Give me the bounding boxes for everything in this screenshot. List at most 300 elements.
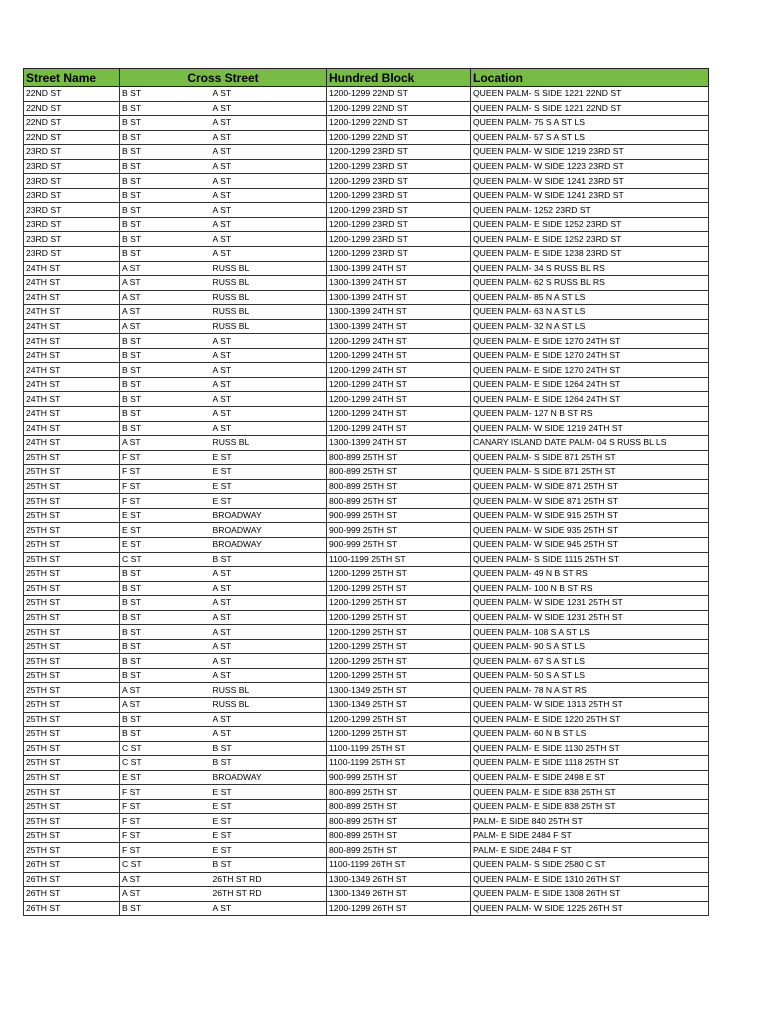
cross-street-to-cell[interactable]: E ST (211, 828, 327, 843)
cross-street-from-cell[interactable]: B ST (120, 392, 211, 407)
location-cell[interactable]: QUEEN PALM- 127 N B ST RS (471, 407, 709, 422)
cross-street-from-cell[interactable]: B ST (120, 727, 211, 742)
cross-street-to-cell[interactable]: A ST (211, 421, 327, 436)
hundred-block-cell[interactable]: 1200-1299 24TH ST (327, 363, 471, 378)
location-cell[interactable]: QUEEN PALM- 57 S A ST LS (471, 130, 709, 145)
cross-street-from-cell[interactable]: F ST (120, 828, 211, 843)
street-name-cell[interactable]: 25TH ST (24, 508, 120, 523)
table-row (24, 290, 709, 305)
cross-street-to-cell[interactable]: A ST (211, 625, 327, 640)
hundred-block-cell[interactable]: 1200-1299 24TH ST (327, 348, 471, 363)
hundred-block-cell[interactable]: 1300-1349 26TH ST (327, 887, 471, 902)
street-name-cell[interactable]: 24TH ST (24, 334, 120, 349)
street-name-cell[interactable]: 25TH ST (24, 697, 120, 712)
cross-street-from-cell[interactable]: B ST (120, 596, 211, 611)
street-name-cell[interactable]: 24TH ST (24, 276, 120, 291)
street-name-cell[interactable]: 25TH ST (24, 567, 120, 582)
cross-street-from-cell[interactable]: F ST (120, 799, 211, 814)
cross-street-to-cell[interactable]: A ST (211, 174, 327, 189)
cross-street-from-cell[interactable]: B ST (120, 610, 211, 625)
table-row (24, 785, 709, 800)
cross-street-from-cell[interactable]: B ST (120, 377, 211, 392)
cross-street-from-cell[interactable]: B ST (120, 188, 211, 203)
hundred-block-cell[interactable]: 1200-1299 25TH ST (327, 610, 471, 625)
hundred-block-cell[interactable]: 1200-1299 23RD ST (327, 145, 471, 160)
cross-street-from-cell[interactable]: F ST (120, 479, 211, 494)
hundred-block-cell[interactable]: 1200-1299 25TH ST (327, 581, 471, 596)
street-name-cell[interactable]: 25TH ST (24, 450, 120, 465)
cross-street-to-cell[interactable]: 26TH ST RD (211, 872, 327, 887)
cross-street-from-cell[interactable]: B ST (120, 130, 211, 145)
cross-street-from-cell[interactable]: C ST (120, 857, 211, 872)
street-name-cell[interactable]: 24TH ST (24, 377, 120, 392)
cross-street-to-cell[interactable]: A ST (211, 407, 327, 422)
hundred-block-cell[interactable]: 1100-1199 25TH ST (327, 552, 471, 567)
location-cell[interactable]: QUEEN PALM- 32 N A ST LS (471, 319, 709, 334)
street-name-cell[interactable]: 25TH ST (24, 756, 120, 771)
street-name-cell[interactable]: 24TH ST (24, 363, 120, 378)
hundred-block-cell[interactable]: 1200-1299 22ND ST (327, 130, 471, 145)
street-name-cell[interactable]: 25TH ST (24, 625, 120, 640)
street-name-cell[interactable]: 23RD ST (24, 217, 120, 232)
cross-street-from-cell[interactable]: B ST (120, 159, 211, 174)
street-name-cell[interactable]: 23RD ST (24, 159, 120, 174)
cross-street-from-cell[interactable]: F ST (120, 450, 211, 465)
cross-street-from-cell[interactable]: B ST (120, 407, 211, 422)
street-name-cell[interactable]: 24TH ST (24, 348, 120, 363)
cross-street-from-cell[interactable]: A ST (120, 436, 211, 451)
hundred-block-cell[interactable]: 1200-1299 23RD ST (327, 217, 471, 232)
location-cell[interactable]: QUEEN PALM- E SIDE 838 25TH ST (471, 799, 709, 814)
cross-street-to-cell[interactable]: E ST (211, 494, 327, 509)
hundred-block-cell[interactable]: 1200-1299 25TH ST (327, 639, 471, 654)
street-name-cell[interactable]: 23RD ST (24, 174, 120, 189)
cross-street-from-cell[interactable]: B ST (120, 639, 211, 654)
cross-street-from-cell[interactable]: B ST (120, 348, 211, 363)
cross-street-from-cell[interactable]: A ST (120, 305, 211, 320)
location-cell[interactable]: QUEEN PALM- W SIDE 871 25TH ST (471, 494, 709, 509)
location-cell[interactable]: QUEEN PALM- 78 N A ST RS (471, 683, 709, 698)
location-cell[interactable]: QUEEN PALM- W SIDE 945 25TH ST (471, 537, 709, 552)
hundred-block-cell[interactable]: 1200-1299 25TH ST (327, 654, 471, 669)
location-cell[interactable]: QUEEN PALM- E SIDE 1264 24TH ST (471, 392, 709, 407)
cross-street-from-cell[interactable]: E ST (120, 537, 211, 552)
location-cell[interactable]: QUEEN PALM- W SIDE 1219 24TH ST (471, 421, 709, 436)
cross-street-from-cell[interactable]: F ST (120, 494, 211, 509)
cross-street-from-cell[interactable]: A ST (120, 872, 211, 887)
location-cell[interactable]: QUEEN PALM- W SIDE 1219 23RD ST (471, 145, 709, 160)
cross-street-from-cell[interactable]: E ST (120, 508, 211, 523)
cross-street-from-cell[interactable]: F ST (120, 843, 211, 858)
street-name-cell[interactable]: 26TH ST (24, 872, 120, 887)
header-cross-street[interactable]: Cross Street (120, 69, 327, 87)
location-cell[interactable]: QUEEN PALM- E SIDE 1270 24TH ST (471, 334, 709, 349)
street-name-cell[interactable]: 23RD ST (24, 145, 120, 160)
cross-street-to-cell[interactable]: A ST (211, 654, 327, 669)
location-cell[interactable]: QUEEN PALM- S SIDE 1221 22ND ST (471, 101, 709, 116)
location-cell[interactable]: QUEEN PALM- E SIDE 1220 25TH ST (471, 712, 709, 727)
location-cell[interactable]: QUEEN PALM- W SIDE 1313 25TH ST (471, 697, 709, 712)
location-cell[interactable]: QUEEN PALM- W SIDE 1241 23RD ST (471, 174, 709, 189)
street-name-cell[interactable]: 24TH ST (24, 392, 120, 407)
location-cell[interactable]: QUEEN PALM- W SIDE 1231 25TH ST (471, 596, 709, 611)
header-hundred-block[interactable]: Hundred Block (327, 69, 471, 87)
location-cell[interactable]: QUEEN PALM- W SIDE 1241 23RD ST (471, 188, 709, 203)
location-cell[interactable]: QUEEN PALM- 67 S A ST LS (471, 654, 709, 669)
hundred-block-cell[interactable]: 1100-1199 26TH ST (327, 857, 471, 872)
cross-street-to-cell[interactable]: BROADWAY (211, 523, 327, 538)
street-name-cell[interactable]: 25TH ST (24, 465, 120, 480)
hundred-block-cell[interactable]: 1200-1299 23RD ST (327, 232, 471, 247)
cross-street-from-cell[interactable]: F ST (120, 465, 211, 480)
hundred-block-cell[interactable]: 1300-1399 24TH ST (327, 290, 471, 305)
hundred-block-cell[interactable]: 800-899 25TH ST (327, 828, 471, 843)
hundred-block-cell[interactable]: 1200-1299 24TH ST (327, 421, 471, 436)
cross-street-to-cell[interactable]: A ST (211, 377, 327, 392)
cross-street-to-cell[interactable]: A ST (211, 392, 327, 407)
location-cell[interactable]: QUEEN PALM- E SIDE 1264 24TH ST (471, 377, 709, 392)
cross-street-to-cell[interactable]: A ST (211, 334, 327, 349)
street-name-cell[interactable]: 23RD ST (24, 203, 120, 218)
cross-street-from-cell[interactable]: B ST (120, 101, 211, 116)
street-name-cell[interactable]: 25TH ST (24, 596, 120, 611)
location-cell[interactable]: QUEEN PALM- E SIDE 1270 24TH ST (471, 363, 709, 378)
cross-street-from-cell[interactable]: B ST (120, 116, 211, 131)
street-name-cell[interactable]: 25TH ST (24, 494, 120, 509)
cross-street-to-cell[interactable]: RUSS BL (211, 319, 327, 334)
cross-street-to-cell[interactable]: A ST (211, 217, 327, 232)
cross-street-to-cell[interactable]: A ST (211, 567, 327, 582)
cross-street-to-cell[interactable]: E ST (211, 479, 327, 494)
street-name-cell[interactable]: 26TH ST (24, 857, 120, 872)
hundred-block-cell[interactable]: 900-999 25TH ST (327, 508, 471, 523)
cross-street-to-cell[interactable]: A ST (211, 727, 327, 742)
hundred-block-cell[interactable]: 1200-1299 23RD ST (327, 188, 471, 203)
cross-street-to-cell[interactable]: A ST (211, 610, 327, 625)
table-row (24, 101, 709, 116)
location-cell[interactable]: QUEEN PALM- 50 S A ST LS (471, 668, 709, 683)
street-name-cell[interactable]: 25TH ST (24, 479, 120, 494)
street-name-cell[interactable]: 23RD ST (24, 232, 120, 247)
cross-street-from-cell[interactable]: E ST (120, 523, 211, 538)
cross-street-to-cell[interactable]: A ST (211, 232, 327, 247)
location-cell[interactable]: QUEEN PALM- E SIDE 1118 25TH ST (471, 756, 709, 771)
street-name-cell[interactable]: 24TH ST (24, 305, 120, 320)
hundred-block-cell[interactable]: 1200-1299 23RD ST (327, 247, 471, 262)
cross-street-to-cell[interactable]: RUSS BL (211, 697, 327, 712)
cross-street-to-cell[interactable]: A ST (211, 363, 327, 378)
location-cell[interactable]: QUEEN PALM- E SIDE 1270 24TH ST (471, 348, 709, 363)
street-name-cell[interactable]: 25TH ST (24, 814, 120, 829)
location-cell[interactable]: QUEEN PALM- W SIDE 871 25TH ST (471, 479, 709, 494)
location-cell[interactable]: QUEEN PALM- S SIDE 871 25TH ST (471, 450, 709, 465)
street-name-cell[interactable]: 25TH ST (24, 712, 120, 727)
hundred-block-cell[interactable]: 1200-1299 25TH ST (327, 712, 471, 727)
cross-street-to-cell[interactable]: A ST (211, 712, 327, 727)
table-row (24, 159, 709, 174)
street-name-cell[interactable]: 25TH ST (24, 610, 120, 625)
location-cell[interactable]: QUEEN PALM- 62 S RUSS BL RS (471, 276, 709, 291)
location-cell[interactable]: QUEEN PALM- E SIDE 2498 E ST (471, 770, 709, 785)
street-name-cell[interactable]: 25TH ST (24, 523, 120, 538)
location-cell[interactable]: QUEEN PALM- 60 N B ST LS (471, 727, 709, 742)
location-cell[interactable]: QUEEN PALM- 100 N B ST RS (471, 581, 709, 596)
cross-street-from-cell[interactable]: C ST (120, 552, 211, 567)
cross-street-to-cell[interactable]: RUSS BL (211, 276, 327, 291)
hundred-block-cell[interactable]: 800-899 25TH ST (327, 799, 471, 814)
location-cell[interactable]: QUEEN PALM- E SIDE 838 25TH ST (471, 785, 709, 800)
location-cell[interactable]: QUEEN PALM- E SIDE 1310 26TH ST (471, 872, 709, 887)
hundred-block-cell[interactable]: 1300-1399 24TH ST (327, 305, 471, 320)
street-name-cell[interactable]: 26TH ST (24, 887, 120, 902)
street-name-cell[interactable]: 24TH ST (24, 421, 120, 436)
hundred-block-cell[interactable]: 1300-1399 24TH ST (327, 261, 471, 276)
location-cell[interactable]: QUEEN PALM- S SIDE 1115 25TH ST (471, 552, 709, 567)
hundred-block-cell[interactable]: 1200-1299 22ND ST (327, 116, 471, 131)
hundred-block-cell[interactable]: 1200-1299 23RD ST (327, 203, 471, 218)
header-street-name[interactable]: Street Name (24, 69, 120, 87)
hundred-block-cell[interactable]: 1200-1299 23RD ST (327, 174, 471, 189)
cross-street-to-cell[interactable]: A ST (211, 159, 327, 174)
cross-street-to-cell[interactable]: BROADWAY (211, 770, 327, 785)
hundred-block-cell[interactable]: 1200-1299 23RD ST (327, 159, 471, 174)
cross-street-from-cell[interactable]: C ST (120, 741, 211, 756)
location-cell[interactable]: QUEEN PALM- W SIDE 1231 25TH ST (471, 610, 709, 625)
cross-street-to-cell[interactable]: A ST (211, 348, 327, 363)
cross-street-from-cell[interactable]: B ST (120, 247, 211, 262)
cross-street-to-cell[interactable]: RUSS BL (211, 290, 327, 305)
table-row (24, 596, 709, 611)
cross-street-from-cell[interactable]: E ST (120, 770, 211, 785)
cross-street-to-cell[interactable]: A ST (211, 203, 327, 218)
hundred-block-cell[interactable]: 900-999 25TH ST (327, 537, 471, 552)
location-cell[interactable]: QUEEN PALM- 63 N A ST LS (471, 305, 709, 320)
cross-street-from-cell[interactable]: B ST (120, 174, 211, 189)
cross-street-to-cell[interactable]: RUSS BL (211, 305, 327, 320)
cross-street-to-cell[interactable]: BROADWAY (211, 537, 327, 552)
location-cell[interactable]: QUEEN PALM- E SIDE 1252 23RD ST (471, 232, 709, 247)
hundred-block-cell[interactable]: 1200-1299 24TH ST (327, 392, 471, 407)
street-name-cell[interactable]: 22ND ST (24, 87, 120, 102)
hundred-block-cell[interactable]: 1200-1299 24TH ST (327, 407, 471, 422)
cross-street-to-cell[interactable]: A ST (211, 639, 327, 654)
location-cell[interactable]: QUEEN PALM- 1252 23RD ST (471, 203, 709, 218)
location-cell[interactable]: QUEEN PALM- 34 S RUSS BL RS (471, 261, 709, 276)
street-name-cell[interactable]: 25TH ST (24, 683, 120, 698)
location-cell[interactable]: QUEEN PALM- W SIDE 1225 26TH ST (471, 901, 709, 916)
hundred-block-cell[interactable]: 1100-1199 25TH ST (327, 756, 471, 771)
hundred-block-cell[interactable]: 1200-1299 25TH ST (327, 727, 471, 742)
cross-street-from-cell[interactable]: A ST (120, 683, 211, 698)
cross-street-from-cell[interactable]: A ST (120, 276, 211, 291)
cross-street-to-cell[interactable]: E ST (211, 799, 327, 814)
cross-street-to-cell[interactable]: B ST (211, 857, 327, 872)
cross-street-from-cell[interactable]: B ST (120, 654, 211, 669)
cross-street-to-cell[interactable]: A ST (211, 247, 327, 262)
hundred-block-cell[interactable]: 1200-1299 25TH ST (327, 567, 471, 582)
cross-street-from-cell[interactable]: B ST (120, 625, 211, 640)
location-cell[interactable]: QUEEN PALM- E SIDE 1130 25TH ST (471, 741, 709, 756)
cross-street-to-cell[interactable]: E ST (211, 814, 327, 829)
street-name-cell[interactable]: 25TH ST (24, 727, 120, 742)
cross-street-to-cell[interactable]: A ST (211, 581, 327, 596)
cross-street-from-cell[interactable]: B ST (120, 712, 211, 727)
hundred-block-cell[interactable]: 1200-1299 26TH ST (327, 901, 471, 916)
location-cell[interactable]: CANARY ISLAND DATE PALM- 04 S RUSS BL LS (471, 436, 709, 451)
street-name-cell[interactable]: 25TH ST (24, 799, 120, 814)
hundred-block-cell[interactable]: 800-899 25TH ST (327, 785, 471, 800)
cross-street-to-cell[interactable]: B ST (211, 756, 327, 771)
table-row (24, 770, 709, 785)
location-cell[interactable]: QUEEN PALM- E SIDE 1308 26TH ST (471, 887, 709, 902)
cross-street-to-cell[interactable]: A ST (211, 668, 327, 683)
hundred-block-cell[interactable]: 800-899 25TH ST (327, 479, 471, 494)
cross-street-to-cell[interactable]: BROADWAY (211, 508, 327, 523)
cross-street-to-cell[interactable]: A ST (211, 130, 327, 145)
street-name-cell[interactable]: 25TH ST (24, 537, 120, 552)
cross-street-to-cell[interactable]: A ST (211, 901, 327, 916)
cross-street-to-cell[interactable]: A ST (211, 188, 327, 203)
cross-street-from-cell[interactable]: B ST (120, 217, 211, 232)
location-cell[interactable]: QUEEN PALM- E SIDE 1252 23RD ST (471, 217, 709, 232)
cross-street-from-cell[interactable]: B ST (120, 334, 211, 349)
hundred-block-cell[interactable]: 800-899 25TH ST (327, 494, 471, 509)
location-cell[interactable]: PALM- E SIDE 840 25TH ST (471, 814, 709, 829)
location-cell[interactable]: QUEEN PALM- W SIDE 1223 23RD ST (471, 159, 709, 174)
street-name-cell[interactable]: 25TH ST (24, 770, 120, 785)
location-cell[interactable]: QUEEN PALM- S SIDE 1221 22ND ST (471, 87, 709, 102)
street-name-cell[interactable]: 22ND ST (24, 130, 120, 145)
street-name-cell[interactable]: 25TH ST (24, 741, 120, 756)
hundred-block-cell[interactable]: 1200-1299 25TH ST (327, 596, 471, 611)
hundred-block-cell[interactable]: 900-999 25TH ST (327, 770, 471, 785)
cross-street-from-cell[interactable]: B ST (120, 363, 211, 378)
street-name-cell[interactable]: 24TH ST (24, 319, 120, 334)
location-cell[interactable]: QUEEN PALM- S SIDE 2580 C ST (471, 857, 709, 872)
location-cell[interactable]: QUEEN PALM- W SIDE 915 25TH ST (471, 508, 709, 523)
street-name-cell[interactable]: 25TH ST (24, 828, 120, 843)
hundred-block-cell[interactable]: 800-899 25TH ST (327, 814, 471, 829)
street-name-cell[interactable]: 22ND ST (24, 116, 120, 131)
cross-street-to-cell[interactable]: 26TH ST RD (211, 887, 327, 902)
hundred-block-cell[interactable]: 800-899 25TH ST (327, 450, 471, 465)
street-name-cell[interactable]: 23RD ST (24, 247, 120, 262)
street-name-cell[interactable]: 25TH ST (24, 668, 120, 683)
cross-street-to-cell[interactable]: E ST (211, 843, 327, 858)
cross-street-to-cell[interactable]: E ST (211, 785, 327, 800)
cross-street-to-cell[interactable]: A ST (211, 145, 327, 160)
street-name-cell[interactable]: 25TH ST (24, 581, 120, 596)
hundred-block-cell[interactable]: 1300-1349 26TH ST (327, 872, 471, 887)
street-name-cell[interactable]: 25TH ST (24, 654, 120, 669)
cross-street-from-cell[interactable]: A ST (120, 261, 211, 276)
street-name-cell[interactable]: 24TH ST (24, 261, 120, 276)
street-name-cell[interactable]: 25TH ST (24, 843, 120, 858)
hundred-block-cell[interactable]: 1200-1299 22ND ST (327, 101, 471, 116)
cross-street-from-cell[interactable]: A ST (120, 319, 211, 334)
table-row (24, 203, 709, 218)
cross-street-to-cell[interactable]: RUSS BL (211, 261, 327, 276)
location-cell[interactable]: QUEEN PALM- 90 S A ST LS (471, 639, 709, 654)
street-name-cell[interactable]: 25TH ST (24, 639, 120, 654)
street-name-cell[interactable]: 24TH ST (24, 290, 120, 305)
cross-street-from-cell[interactable]: F ST (120, 814, 211, 829)
location-cell[interactable]: QUEEN PALM- S SIDE 871 25TH ST (471, 465, 709, 480)
location-cell[interactable]: QUEEN PALM- 85 N A ST LS (471, 290, 709, 305)
cross-street-to-cell[interactable]: A ST (211, 87, 327, 102)
cross-street-from-cell[interactable]: B ST (120, 668, 211, 683)
hundred-block-cell[interactable]: 1200-1299 22ND ST (327, 87, 471, 102)
cross-street-from-cell[interactable]: A ST (120, 290, 211, 305)
cross-street-from-cell[interactable]: B ST (120, 567, 211, 582)
hundred-block-cell[interactable]: 1100-1199 25TH ST (327, 741, 471, 756)
cross-street-from-cell[interactable]: B ST (120, 581, 211, 596)
table-row (24, 712, 709, 727)
street-name-cell[interactable]: 22ND ST (24, 101, 120, 116)
location-cell[interactable]: PALM- E SIDE 2484 F ST (471, 828, 709, 843)
cross-street-to-cell[interactable]: E ST (211, 450, 327, 465)
hundred-block-cell[interactable]: 1200-1299 24TH ST (327, 377, 471, 392)
street-name-cell[interactable]: 24TH ST (24, 407, 120, 422)
cross-street-from-cell[interactable]: B ST (120, 87, 211, 102)
cross-street-from-cell[interactable]: B ST (120, 901, 211, 916)
street-name-cell[interactable]: 25TH ST (24, 785, 120, 800)
table-row (24, 392, 709, 407)
hundred-block-cell[interactable]: 1300-1349 25TH ST (327, 683, 471, 698)
hundred-block-cell[interactable]: 1200-1299 25TH ST (327, 668, 471, 683)
cross-street-from-cell[interactable]: B ST (120, 232, 211, 247)
hundred-block-cell[interactable]: 1300-1349 25TH ST (327, 697, 471, 712)
street-name-cell[interactable]: 26TH ST (24, 901, 120, 916)
location-cell[interactable]: QUEEN PALM- 49 N B ST RS (471, 567, 709, 582)
cross-street-to-cell[interactable]: A ST (211, 116, 327, 131)
cross-street-to-cell[interactable]: RUSS BL (211, 436, 327, 451)
cross-street-to-cell[interactable]: B ST (211, 741, 327, 756)
cross-street-from-cell[interactable]: F ST (120, 785, 211, 800)
street-name-cell[interactable]: 24TH ST (24, 436, 120, 451)
hundred-block-cell[interactable]: 1200-1299 25TH ST (327, 625, 471, 640)
location-cell[interactable]: QUEEN PALM- W SIDE 935 25TH ST (471, 523, 709, 538)
street-name-cell[interactable]: 23RD ST (24, 188, 120, 203)
hundred-block-cell[interactable]: 1300-1399 24TH ST (327, 319, 471, 334)
location-cell[interactable]: QUEEN PALM- 108 S A ST LS (471, 625, 709, 640)
cross-street-from-cell[interactable]: B ST (120, 203, 211, 218)
cross-street-from-cell[interactable]: A ST (120, 697, 211, 712)
hundred-block-cell[interactable]: 900-999 25TH ST (327, 523, 471, 538)
hundred-block-cell[interactable]: 800-899 25TH ST (327, 843, 471, 858)
cross-street-to-cell[interactable]: E ST (211, 465, 327, 480)
cross-street-to-cell[interactable]: A ST (211, 596, 327, 611)
cross-street-from-cell[interactable]: B ST (120, 145, 211, 160)
header-location[interactable]: Location (471, 69, 709, 87)
cross-street-to-cell[interactable]: A ST (211, 101, 327, 116)
cross-street-to-cell[interactable]: RUSS BL (211, 683, 327, 698)
hundred-block-cell[interactable]: 1300-1399 24TH ST (327, 276, 471, 291)
location-cell[interactable]: QUEEN PALM- E SIDE 1238 23RD ST (471, 247, 709, 262)
table-row (24, 145, 709, 160)
location-cell[interactable]: PALM- E SIDE 2484 F ST (471, 843, 709, 858)
hundred-block-cell[interactable]: 1200-1299 24TH ST (327, 334, 471, 349)
cross-street-to-cell[interactable]: B ST (211, 552, 327, 567)
location-cell[interactable]: QUEEN PALM- 75 S A ST LS (471, 116, 709, 131)
street-name-cell[interactable]: 25TH ST (24, 552, 120, 567)
cross-street-from-cell[interactable]: C ST (120, 756, 211, 771)
table-row (24, 887, 709, 902)
hundred-block-cell[interactable]: 800-899 25TH ST (327, 465, 471, 480)
cross-street-from-cell[interactable]: A ST (120, 887, 211, 902)
hundred-block-cell[interactable]: 1300-1399 24TH ST (327, 436, 471, 451)
cross-street-from-cell[interactable]: B ST (120, 421, 211, 436)
